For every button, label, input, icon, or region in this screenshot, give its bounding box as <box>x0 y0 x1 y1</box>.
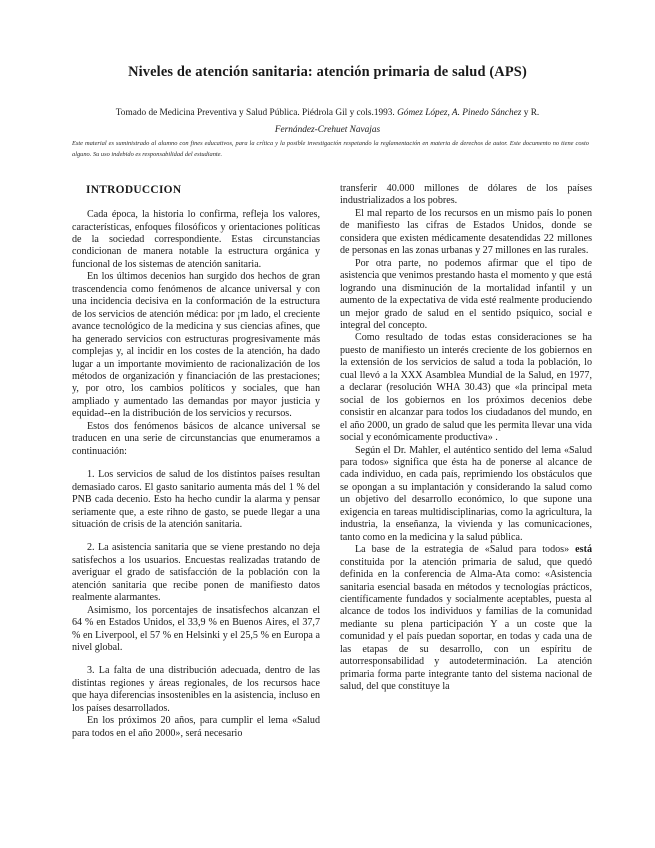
attribution-suffix: y R. <box>521 108 540 118</box>
paragraph: Cada época, la historia lo confirma, refleja los valores, características, enfoques filosóficos y orientaciones políticas de la sociedad correspondiente. Estas circunstancias condicionan de manera notable la estructura orgánica y funcional de los sistemas de atención sanitaria. <box>72 209 320 270</box>
page-title: Niveles de atención sanitaria: atención primaria de salud (APS) <box>128 64 527 80</box>
paragraph-rest: constituida por la atención primaria de salud, que quedó definida en la conferencia de Alma-Ata como: «Asistencia sanitaria esencial basada en métodos y tecnologías prácticos, científicamente fundados y socialmente aceptables, puesta al alcance de todos los individuos y familias de la comunidad mediante su plena participación Y a un coste que la comunidad y el país puedan soportar, en todas y cada una de las etapas de su desarrollo, con un espíritu de autorresponsabilidad y autodeterminación. La atención primaria forma parte integrante tanto del sistema nacional de salud, del que constituye la <box>340 556 592 693</box>
paragraph: El mal reparto de los recursos en un mismo país lo ponen de manifiesto las cifras de Estados Unidos, donde se considera que existen médicamente desatendidas 22 millones de personas en las zonas urbanas y 27 millones en las rurales. <box>340 207 592 257</box>
paragraph: En los próximos 20 años, para cumplir el lema «Salud para todos en el año 2000», será necesario <box>72 715 320 739</box>
left-column <box>72 183 320 740</box>
paragraph: 1. Los servicios de salud de los distintos países resultan demasiado caros. El gasto sanitario aumenta más del 1 % del PNB cada decenio. Esto ha hecho cundir la alarma y pensar seriamente que, a este rihno de gasto, se puede llegar a una situación de crisis de la atención sanitaria. <box>72 469 320 530</box>
paragraph-alma-ata <box>340 544 592 693</box>
emphasized-word: está <box>575 544 592 556</box>
paragraph: Asimismo, los porcentajes de insatisfechos alcanzan el 64 % en Estados Unidos, el 33,9 % en Buenos Aires, el 37,7 % en Liverpool, el 57 % en Helsinki y el 25,5 % en Europa a nivel global. <box>72 604 320 654</box>
paragraph: Como resultado de todas estas consideraciones se ha puesto de manifiesto un interés creciente de los gobiernos en la extensión de los servicios de salud a toda la población, lo cual llevó a la XXX Asamblea Mundial de la Salud, en 1977, a declarar (resolución WHA 30.43) que «la principal meta social de los gobiernos en los próximos decenios debe consistir en alcanzar para todos los ciudadanos del mundo, en el año 2000, un grado de salud que les permita llevar una vida social y económicamente productiva» . <box>340 332 592 444</box>
paragraph: Por otra parte, no podemos afirmar que el tipo de asistencia que venimos prestando hasta el momento y que está logrando una disminución de la mortalidad infantil y un aumento de la expectativa de vida esté realmente produciendo un mejor grado de salud en el sentido psíquico, social e integral del concepto. <box>340 257 592 331</box>
paragraph-lead: La base de la estrategia de «Salud para todos» <box>355 544 576 556</box>
paragraph: En los últimos decenios han surgido dos hechos de gran trascendencia como fenómenos de alcance universal y con una incidencia decisiva en la conformación de la estructura de los servicios de atención médica: por ¡m lado, el creciente avance tecnológico de la medicina y sus ciencias afines, que ha generado servicios con estructuras progresivamente más complejas y, al incidir en los costes de la atención, ha dado lugar a un importante movimiento de racionalización de los métodos de organización y financiación de las prestaciones; y, por otro, los cambios políticos y sociales, que han ampliado y aumentado las demandas por mayor justicia y equidad--en la distribución de los servicios y recursos. <box>72 271 320 420</box>
attribution-authors: Gómez López, A. Pinedo Sánchez <box>397 108 522 118</box>
attribution-prefix: Tomado de Medicina Preventiva y Salud Pública. Piédrola Gil y cols.1993. <box>115 108 398 118</box>
paragraph: Según el Dr. Mahler, el auténtico sentido del lema «Salud para todos» significa que ésta ha de ponerse al alcance de cada individuo, en cada país, reprimiendo los obstáculos que se opongan a su implantación y considerando la salud como un objetivo del desarrollo económico, lo que supone una exigencia en tareas multidisciplinarias, como la agricultura, la industria, la enseñanza, la vivienda y las comunicaciones, tanto como en la medicina y la salud pública. <box>340 444 592 543</box>
source-attribution <box>72 106 583 120</box>
paragraph: 3. La falta de una distribución adecuada, dentro de las distintas regiones y áreas regionales, de los recursos hace que haya diferencias insostenibles en la asistencia, incluso en los países desarrollados. <box>72 665 320 714</box>
attribution-second-line: Fernández-Crehuet Navajas <box>274 125 381 135</box>
paragraph: transferir 40.000 millones de dólares de los países industrializados a los pobres. <box>340 183 592 207</box>
paragraph: Estos dos fenómenos básicos de alcance universal se traducen en una serie de circunstancias que enumeramos a continuación: <box>72 420 320 457</box>
paragraph: 2. La asistencia sanitaria que se viene prestando no deja satisfechos a los usuarios. Encuestas realizadas tratando de averiguar el grado de satisfacción de la población con la atención sanitaria que recibe ponen de manifiesto datos realmente alarmantes. <box>72 542 320 604</box>
section-heading-introduccion: INTRODUCCION <box>86 184 182 196</box>
right-column <box>340 183 592 694</box>
copyright-disclaimer: Este material es suministrado al alumno con fines educativos, para la crítica y la posible investigación respetando la reglamentación en materia de derechos de autor. Este documento no tiene costo alguno. Su uso indebido es responsabilidad del estudiante. <box>72 140 589 159</box>
